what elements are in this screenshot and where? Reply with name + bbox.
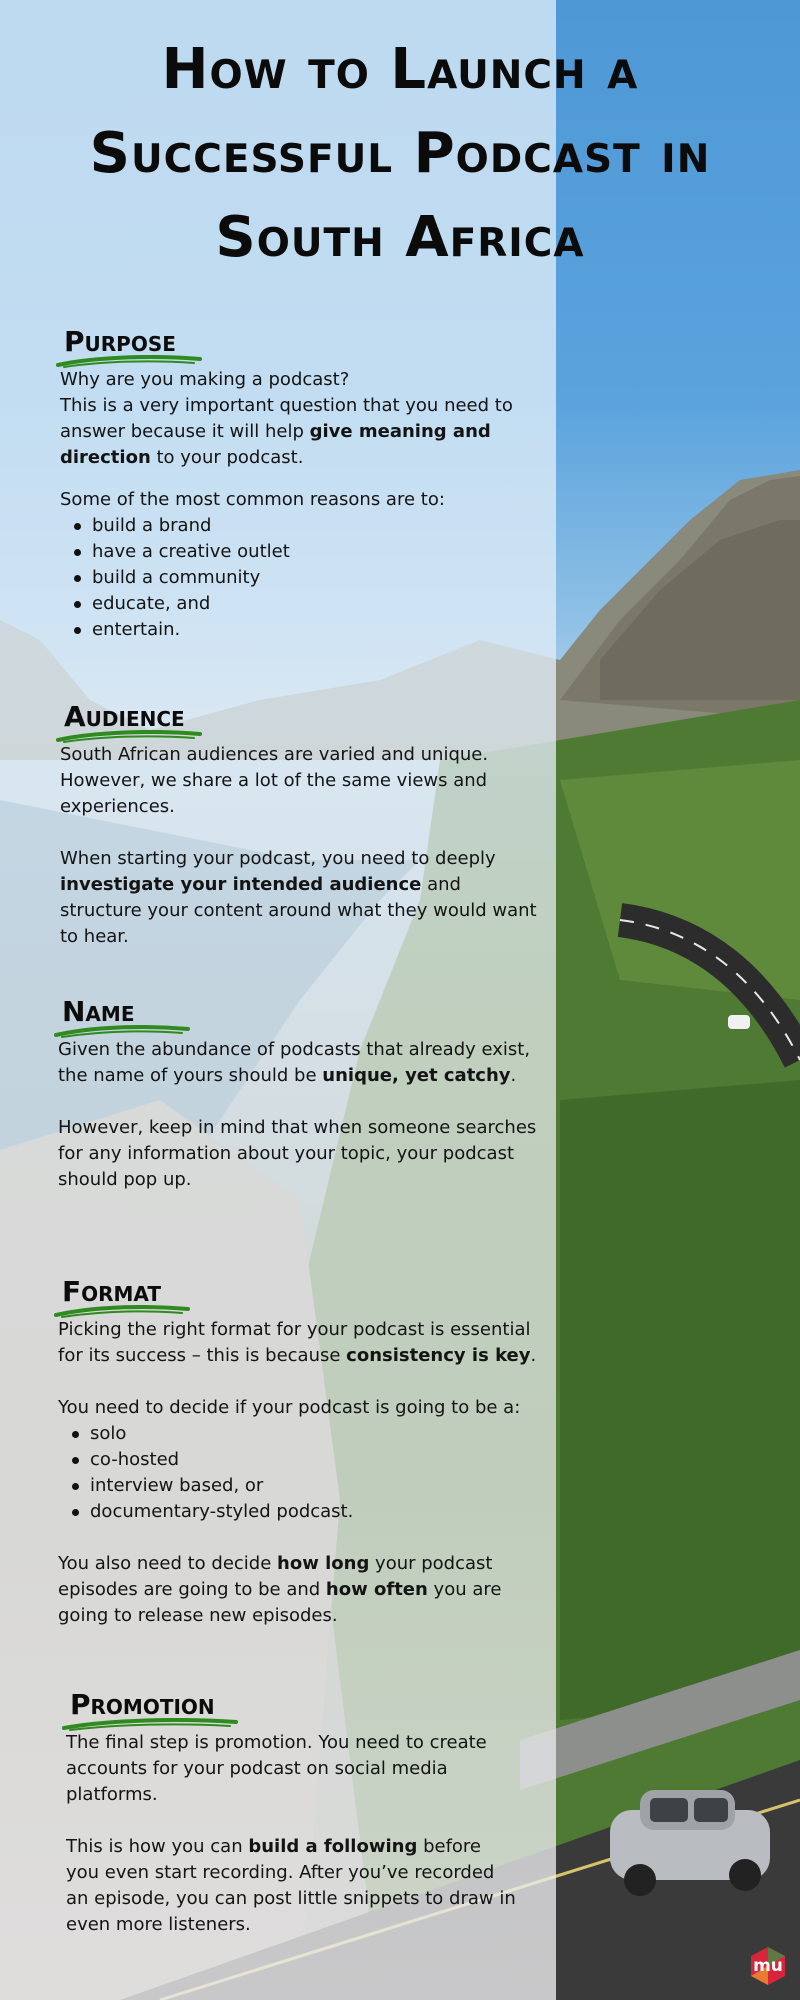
text-fragment: This is how you can (66, 1836, 249, 1857)
section-heading-name (58, 995, 138, 1029)
bold-text: how long (277, 1553, 370, 1574)
list-item: have a creative outlet (64, 539, 540, 565)
title-line-1: How to Launch a (161, 37, 639, 102)
bold-text: consistency is key (346, 1345, 531, 1366)
text-fragment: Given the abundance of podcasts that already exist, the name of yours should be (58, 1039, 531, 1086)
green-underline-icon (60, 1718, 240, 1732)
section-format (58, 1275, 538, 1629)
section-promotion (66, 1688, 516, 1938)
bold-text: build a following (248, 1836, 418, 1857)
text-fragment: . (510, 1065, 517, 1086)
bold-text: investigate your intended audience (60, 874, 422, 895)
green-underline-icon (54, 355, 204, 369)
text-fragment: before you even start recording. After you’ve recorded an episode, you can post little snippets to draw in even more listeners. (66, 1836, 516, 1935)
logo-text: mu (753, 1956, 783, 1976)
text-fragment: your podcast episodes are going to be and (58, 1553, 493, 1600)
purpose-paragraph (60, 393, 540, 471)
section-heading-promotion (66, 1688, 219, 1722)
format-paragraph-3 (58, 1551, 538, 1629)
list-item: co-hosted (62, 1447, 538, 1473)
reasons-list (64, 513, 540, 643)
section-audience (60, 700, 540, 950)
purpose-question: Why are you making a podcast? (60, 369, 350, 390)
heading-text: Audience (64, 700, 185, 733)
bold-text: give meaning and direction (60, 421, 491, 468)
page-title (0, 28, 800, 280)
section-heading-purpose (60, 325, 180, 359)
promotion-paragraph-2 (66, 1834, 516, 1938)
purpose-reasons-intro: Some of the most common reasons are to: (60, 489, 445, 510)
green-underline-icon (52, 1305, 192, 1319)
section-heading-format (58, 1275, 165, 1309)
green-underline-icon (54, 730, 204, 744)
text-fragment: This is a very important question that you need to answer because it will help (60, 395, 513, 442)
audience-paragraph-1: South African audiences are varied and unique. However, we share a lot of the same views and experiences. (60, 744, 489, 817)
section-heading-audience (60, 700, 189, 734)
title-line-2: Successful Podcast in (89, 121, 711, 186)
text-fragment: . (530, 1345, 537, 1366)
name-paragraph-1 (58, 1037, 538, 1089)
name-paragraph-2: However, keep in mind that when someone searches for any information about your topic, your podcast should pop up. (58, 1117, 537, 1190)
section-purpose (60, 325, 540, 643)
heading-text: Promotion (70, 1688, 215, 1721)
heading-text: Name (62, 995, 135, 1028)
bold-text: unique, yet catchy (322, 1065, 511, 1086)
green-underline-icon (52, 1025, 192, 1039)
text-fragment: to your podcast. (150, 447, 304, 468)
title-line-3: South Africa (215, 205, 585, 270)
text-fragment: and structure your content around what they would want to hear. (60, 874, 537, 947)
list-item: interview based, or (62, 1473, 538, 1499)
list-item: entertain. (64, 617, 540, 643)
list-item: solo (62, 1421, 538, 1447)
format-options-intro: You need to decide if your podcast is going to be a: (58, 1397, 521, 1418)
format-paragraph-1 (58, 1317, 538, 1369)
format-options-list (62, 1421, 538, 1525)
list-item: build a community (64, 565, 540, 591)
list-item: build a brand (64, 513, 540, 539)
audience-paragraph-2 (60, 846, 540, 950)
section-name (58, 995, 538, 1193)
list-item: educate, and (64, 591, 540, 617)
heading-text: Purpose (64, 325, 176, 358)
promotion-paragraph-1: The final step is promotion. You need to create accounts for your podcast on social media platforms. (66, 1732, 487, 1805)
brand-logo (748, 1946, 788, 1986)
text-fragment: Picking the right format for your podcast is essential for its success – this is because (58, 1319, 531, 1366)
bold-text: how often (325, 1579, 428, 1600)
list-item: documentary-styled podcast. (62, 1499, 538, 1525)
heading-text: Format (62, 1275, 161, 1308)
text-fragment: When starting your podcast, you need to deeply (60, 848, 496, 869)
text-fragment: you are going to release new episodes. (58, 1579, 502, 1626)
text-fragment: You also need to decide (58, 1553, 278, 1574)
